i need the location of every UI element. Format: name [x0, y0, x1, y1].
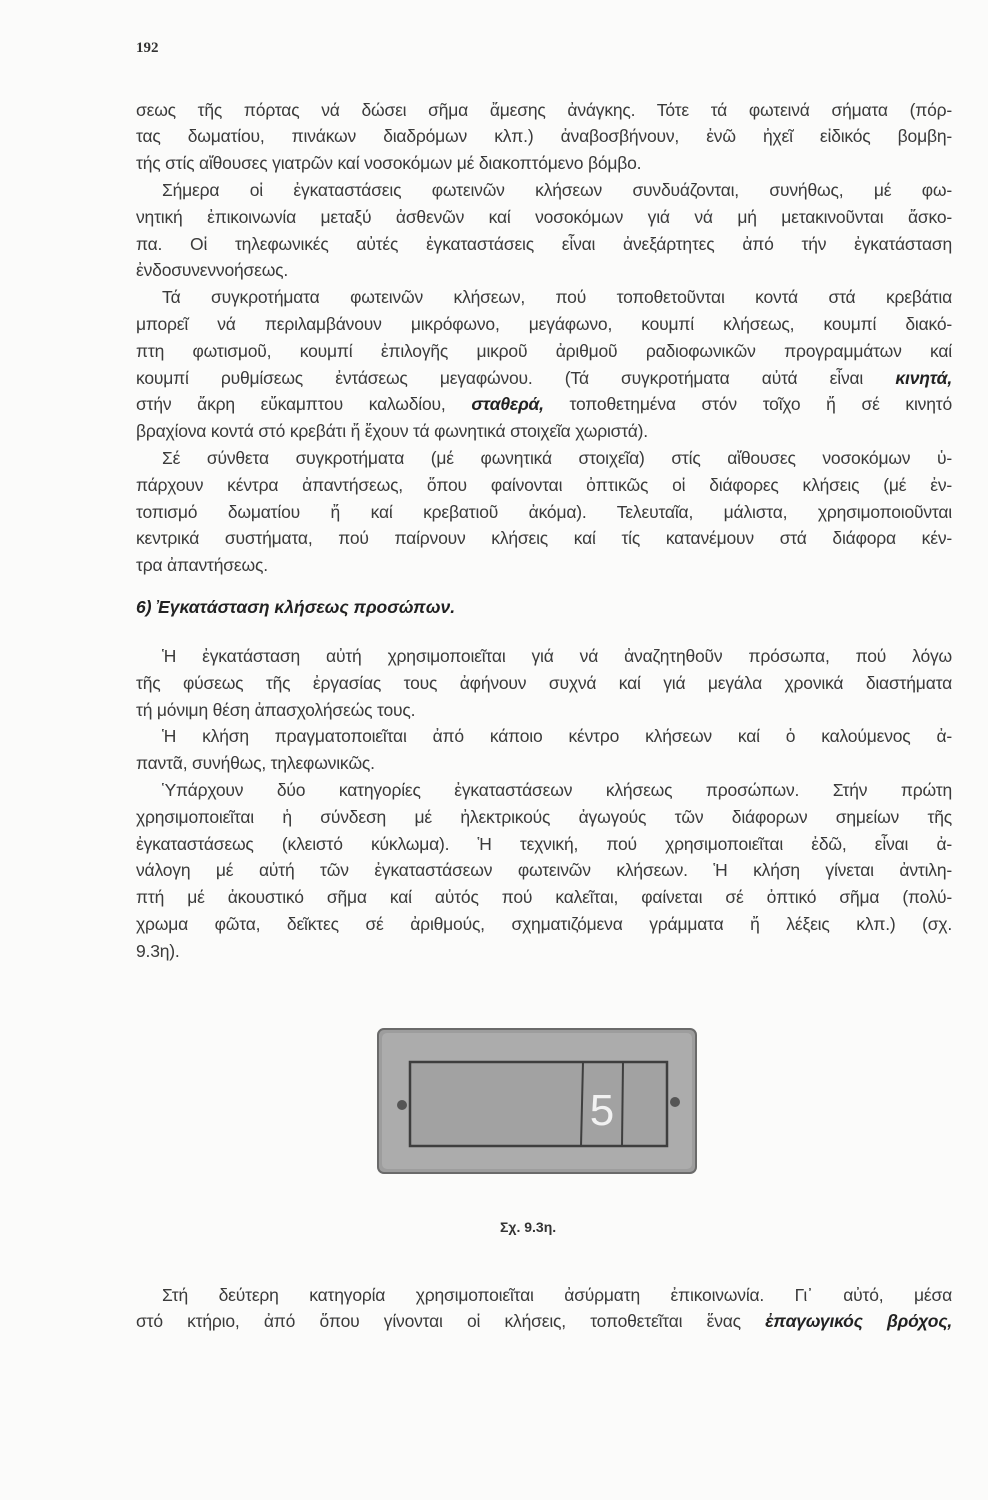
text-segment: χρησιμοποιεῖται ἡ σύνδεση μέ ἠλεκτρικούς ἀγωγούς τῶν διάφορων σημείων τῆς — [136, 806, 952, 827]
emphasized-term: σταθερά, — [471, 394, 544, 415]
text-line — [136, 231, 952, 258]
text-line — [136, 670, 952, 697]
text-block-3 — [136, 1282, 952, 1336]
text-line — [136, 697, 952, 724]
text-segment: νητική ἐπικοινωνία μεταξύ ἀσθενῶν καί νοσοκόμων γιά νά μή μετακινοῦνται ἄσκο- — [136, 206, 952, 227]
emphasized-term: κινητά, — [895, 367, 952, 388]
text-segment: τῆς φύσεως τῆς ἐργασίας τους ἀφήνουν συχνά καί γιά μεγάλα χρονικά διαστήματα — [136, 672, 952, 693]
text-line — [136, 777, 952, 804]
text-line — [136, 445, 952, 472]
figure-caption: Σχ. 9.3η. — [500, 1219, 557, 1235]
text-segment: βραχίονα κοντά στό κρεβάτι ἤ ἔχουν τά φωνητικά στοιχεῖα χωριστά). — [136, 421, 648, 442]
text-segment: τή μόνιμη θέση ἀπασχολήσεώς τους. — [136, 699, 416, 720]
text-segment: Ἡ ἐγκατάσταση αὐτή χρησιμοποιεῖται γιά νά ἀναζητηθοῦν πρόσωπα, πού λόγω — [162, 646, 952, 666]
text-segment: στό κτήριο, ἀπό ὅπου γίνονται οἱ κλήσεις, τοποθετεῖται ἕνας — [136, 1311, 766, 1332]
text-line — [136, 1308, 952, 1335]
text-line — [136, 123, 952, 150]
text-line — [136, 938, 952, 965]
text-line — [136, 723, 952, 750]
text-segment: Σήμερα οἱ ἐγκαταστάσεις φωτεινῶν κλήσεων συνδυάζονται, συνήθως, μέ φω- — [162, 179, 952, 200]
text-line — [136, 884, 952, 911]
text-line — [136, 750, 952, 777]
text-segment: Ὑπάρχουν δύο κατηγορίες ἐγκαταστάσεων κλήσεως προσώπων. Στήν πρώτη — [162, 779, 952, 800]
text-segment: Τά συγκροτήματα φωτεινῶν κλήσεων, πού τοποθετοῦνται κοντά στά κρεβάτια — [162, 287, 952, 308]
screw-left-icon — [397, 1100, 407, 1110]
text-segment: Στή δεύτερη κατηγορία χρησιμοποιεῖται ἀσύρματη ἐπικοινωνία. Γι᾽ αὐτό, μέσα — [162, 1284, 952, 1305]
text-line — [136, 257, 952, 284]
text-line — [136, 804, 952, 831]
text-segment: τας δωματίου, πινάκων διαδρόμων κλπ.) ἀναβοσβήνουν, ἐνῶ ἠχεῖ εἰδικός βομβη- — [136, 126, 952, 147]
text-segment: 9.3η). — [136, 940, 180, 961]
text-segment: τοπισμό δωματίου ἤ καί κρεβατιοῦ ἀκόμα). Τελευταῖα, μάλιστα, χρησιμοποιοῦνται — [136, 501, 952, 522]
text-segment: πτή μέ ἀκουστικό σῆμα καί αὐτός πού καλεῖται, φαίνεται σέ ὀπτικό σῆμα (πολύ- — [136, 887, 952, 908]
text-segment: ἐνδοσυνεννοήσεως. — [136, 260, 289, 281]
text-line — [136, 391, 952, 418]
text-line — [136, 311, 952, 338]
text-line — [136, 204, 952, 231]
text-line — [136, 831, 952, 858]
text-line — [136, 418, 952, 445]
text-segment: τρα ἀπαντήσεως. — [136, 555, 268, 576]
text-segment: πα. Οἱ τηλεφωνικές αὐτές ἐγκαταστάσεις εἶναι ἀνεξάρτητες ἀπό τήν ἐγκατάσταση — [136, 233, 952, 254]
text-segment: Σέ σύνθετα συγκροτήματα (μέ φωνητικά στοιχεῖα) στίς αἴθουσες νοσοκόμων ὑ- — [162, 447, 952, 468]
text-segment: παντᾶ, συνήθως, τηλεφωνικῶς. — [136, 753, 375, 774]
text-line — [136, 150, 952, 177]
text-line — [136, 911, 952, 938]
figure-call-indicator-plate — [374, 1025, 704, 1190]
text-segment: πτη φωτισμοῦ, κουμπί ἐπιλογῆς μικροῦ ἀριθμοῦ ραδιοφωνικῶν προγραμμάτων καί — [136, 340, 952, 361]
text-line — [136, 284, 952, 311]
screw-right-icon — [670, 1097, 680, 1107]
text-segment: νάλογη μέ αὐτή τῶν ἐγκαταστάσεων φωτεινῶν κλήσεων. Ἡ κλήση γίνεται ἀντιλη- — [136, 860, 952, 881]
text-segment: τοποθετημένα στόν τοῖχο ἤ σέ κινητό — [543, 394, 952, 415]
text-block-2 — [136, 643, 952, 965]
text-line — [136, 857, 952, 884]
plate-digit: 5 — [589, 1086, 615, 1135]
text-line — [136, 552, 952, 579]
text-segment: τής στίς αἴθουσες γιατρῶν καί νοσοκόμων μέ διακοπτόμενο βόμβο. — [136, 153, 642, 174]
text-line — [136, 177, 952, 204]
text-segment: Ἡ κλήση πραγματοποιεῖται ἀπό κάποιο κέντρο κλήσεων καί ὁ καλούμενος ἀ- — [162, 726, 952, 747]
text-segment: μπορεῖ νά περιλαμβάνουν μικρόφωνο, μεγάφωνο, κουμπί κλήσεως, κουμπί διακό- — [136, 313, 952, 334]
text-segment: κουμπί ρυθμίσεως ἐντάσεως μεγαφώνου. (Τά συγκροτήματα αὐτά εἶναι — [136, 367, 896, 388]
text-line — [136, 525, 952, 552]
section-heading: 6) Ἐγκατάσταση κλήσεως προσώπων. — [136, 597, 456, 617]
text-block-1 — [136, 97, 952, 579]
text-segment: κεντρικά συστήματα, πού παίρνουν κλήσεις καί τίς κατανέμουν στά διάφορα κέν- — [136, 528, 952, 549]
text-line — [136, 365, 952, 392]
text-line — [136, 472, 952, 499]
text-line — [136, 97, 952, 124]
emphasized-term: ἐπαγωγικός βρόχος, — [765, 1311, 953, 1332]
text-segment: χρωμα φῶτα, δεῖκτες σέ ἀριθμούς, σχηματιζόμενα γράμματα ἤ λέξεις κλπ.) (σχ. — [136, 913, 952, 934]
text-line — [136, 499, 952, 526]
text-segment: σεως τῆς πόρτας νά δώσει σῆμα ἄμεσης ἀνάγκης. Τότε τά φωτεινά σήματα (πόρ- — [136, 99, 952, 120]
text-line — [136, 1282, 952, 1309]
text-segment: πάρχουν κέντρα ἀπαντήσεως, ὅπου φαίνονται ὀπτικῶς οἱ διάφορες κλήσεις (μέ ἐν- — [136, 474, 952, 495]
text-segment: ἐγκαταστάσεως (κλειστό κύκλωμα). Ἡ τεχνική, πού χρησιμοποιεῖται ἐδῶ, εἶναι ἀ- — [136, 833, 952, 854]
text-line — [136, 643, 952, 670]
page-number: 192 — [136, 40, 159, 56]
text-line — [136, 338, 952, 365]
call-plate-illustration — [374, 1025, 704, 1185]
text-segment: στήν ἄκρη εὔκαμπτου καλωδίου, — [136, 394, 472, 415]
